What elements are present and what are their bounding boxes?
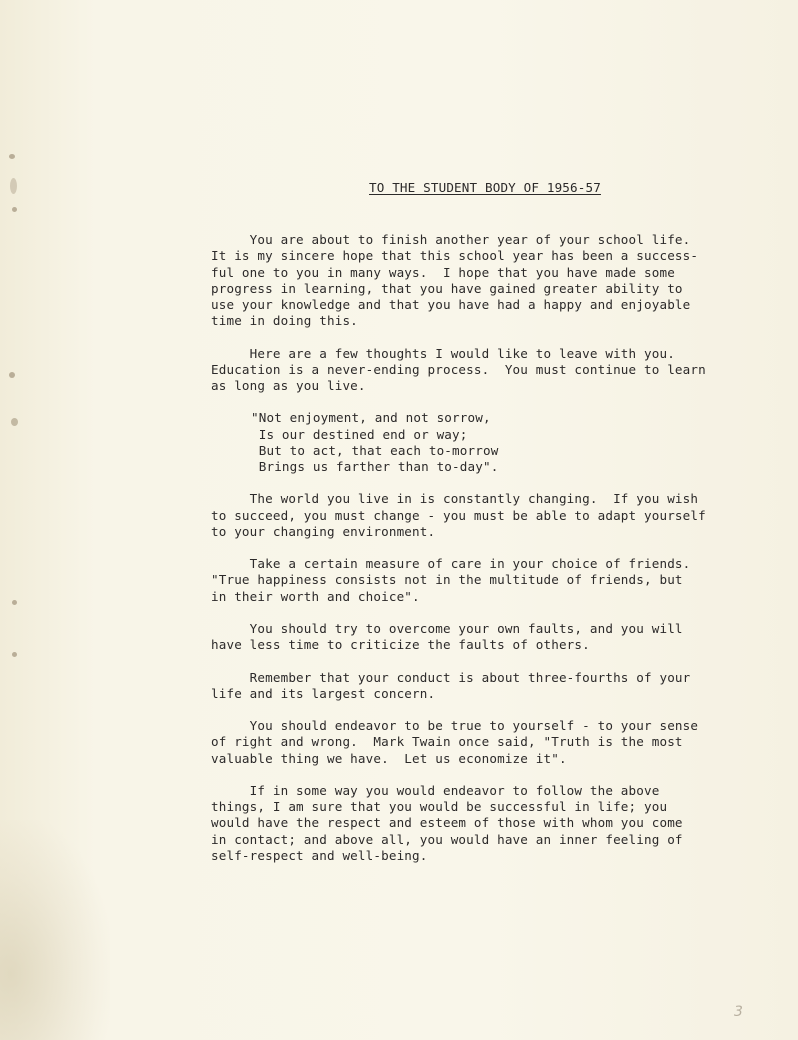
binder-hole-mark	[9, 154, 15, 159]
paragraph: You should try to overcome your own faults, and you will have less time to criticize the faults of others.	[211, 621, 683, 653]
paragraph: Take a certain measure of care in your choice of friends. "True happiness consists not in the multitude of friends, but in their worth and choice".	[211, 556, 691, 604]
water-stain	[0, 820, 110, 1040]
paragraph: The world you live in is constantly changing. If you wish to succeed, you must change - you must be able to adapt yourself to your changing environment.	[211, 491, 706, 539]
quoted-verse: "Not enjoyment, and not sorrow, Is our destined end or way; But to act, that each to-morrow Brings us farther than to-day".	[251, 410, 499, 475]
binder-hole-mark	[12, 600, 17, 605]
paragraph: Here are a few thoughts I would like to leave with you. Education is a never-ending process. You must continue to learn as long as you live.	[211, 345, 706, 394]
binder-hole-mark	[11, 418, 18, 426]
paragraph: You are about to finish another year of your school life. It is my sincere hope that this school year has been a success- ful one to you in many ways. I hope that you have made some progress in learning, that you have gained greater ability to use your knowledge and that you have had a happy and enjoyable time in doing this.	[211, 232, 699, 329]
letter-title: TO THE STUDENT BODY OF 1956-57	[369, 180, 601, 195]
paragraph: If in some way you would endeavor to follow the above things, I am sure that you would be successful in life; you would have the respect and esteem of those with whom you come in contact; and above all, you would have an inner feeling of self-respect and well-being.	[211, 782, 683, 863]
binder-hole-mark	[9, 372, 15, 378]
page-number: 3	[734, 1004, 743, 1020]
binder-hole-mark	[12, 207, 17, 212]
typed-letter	[211, 180, 751, 880]
binder-hole-mark	[10, 178, 17, 194]
paragraph: You should endeavor to be true to yourself - to your sense of right and wrong. Mark Twain once said, "Truth is the most valuable thing we have. Let us economize it".	[211, 718, 699, 766]
paragraph: Remember that your conduct is about three-fourths of your life and its largest concern.	[211, 669, 691, 701]
binder-hole-mark	[12, 652, 17, 657]
